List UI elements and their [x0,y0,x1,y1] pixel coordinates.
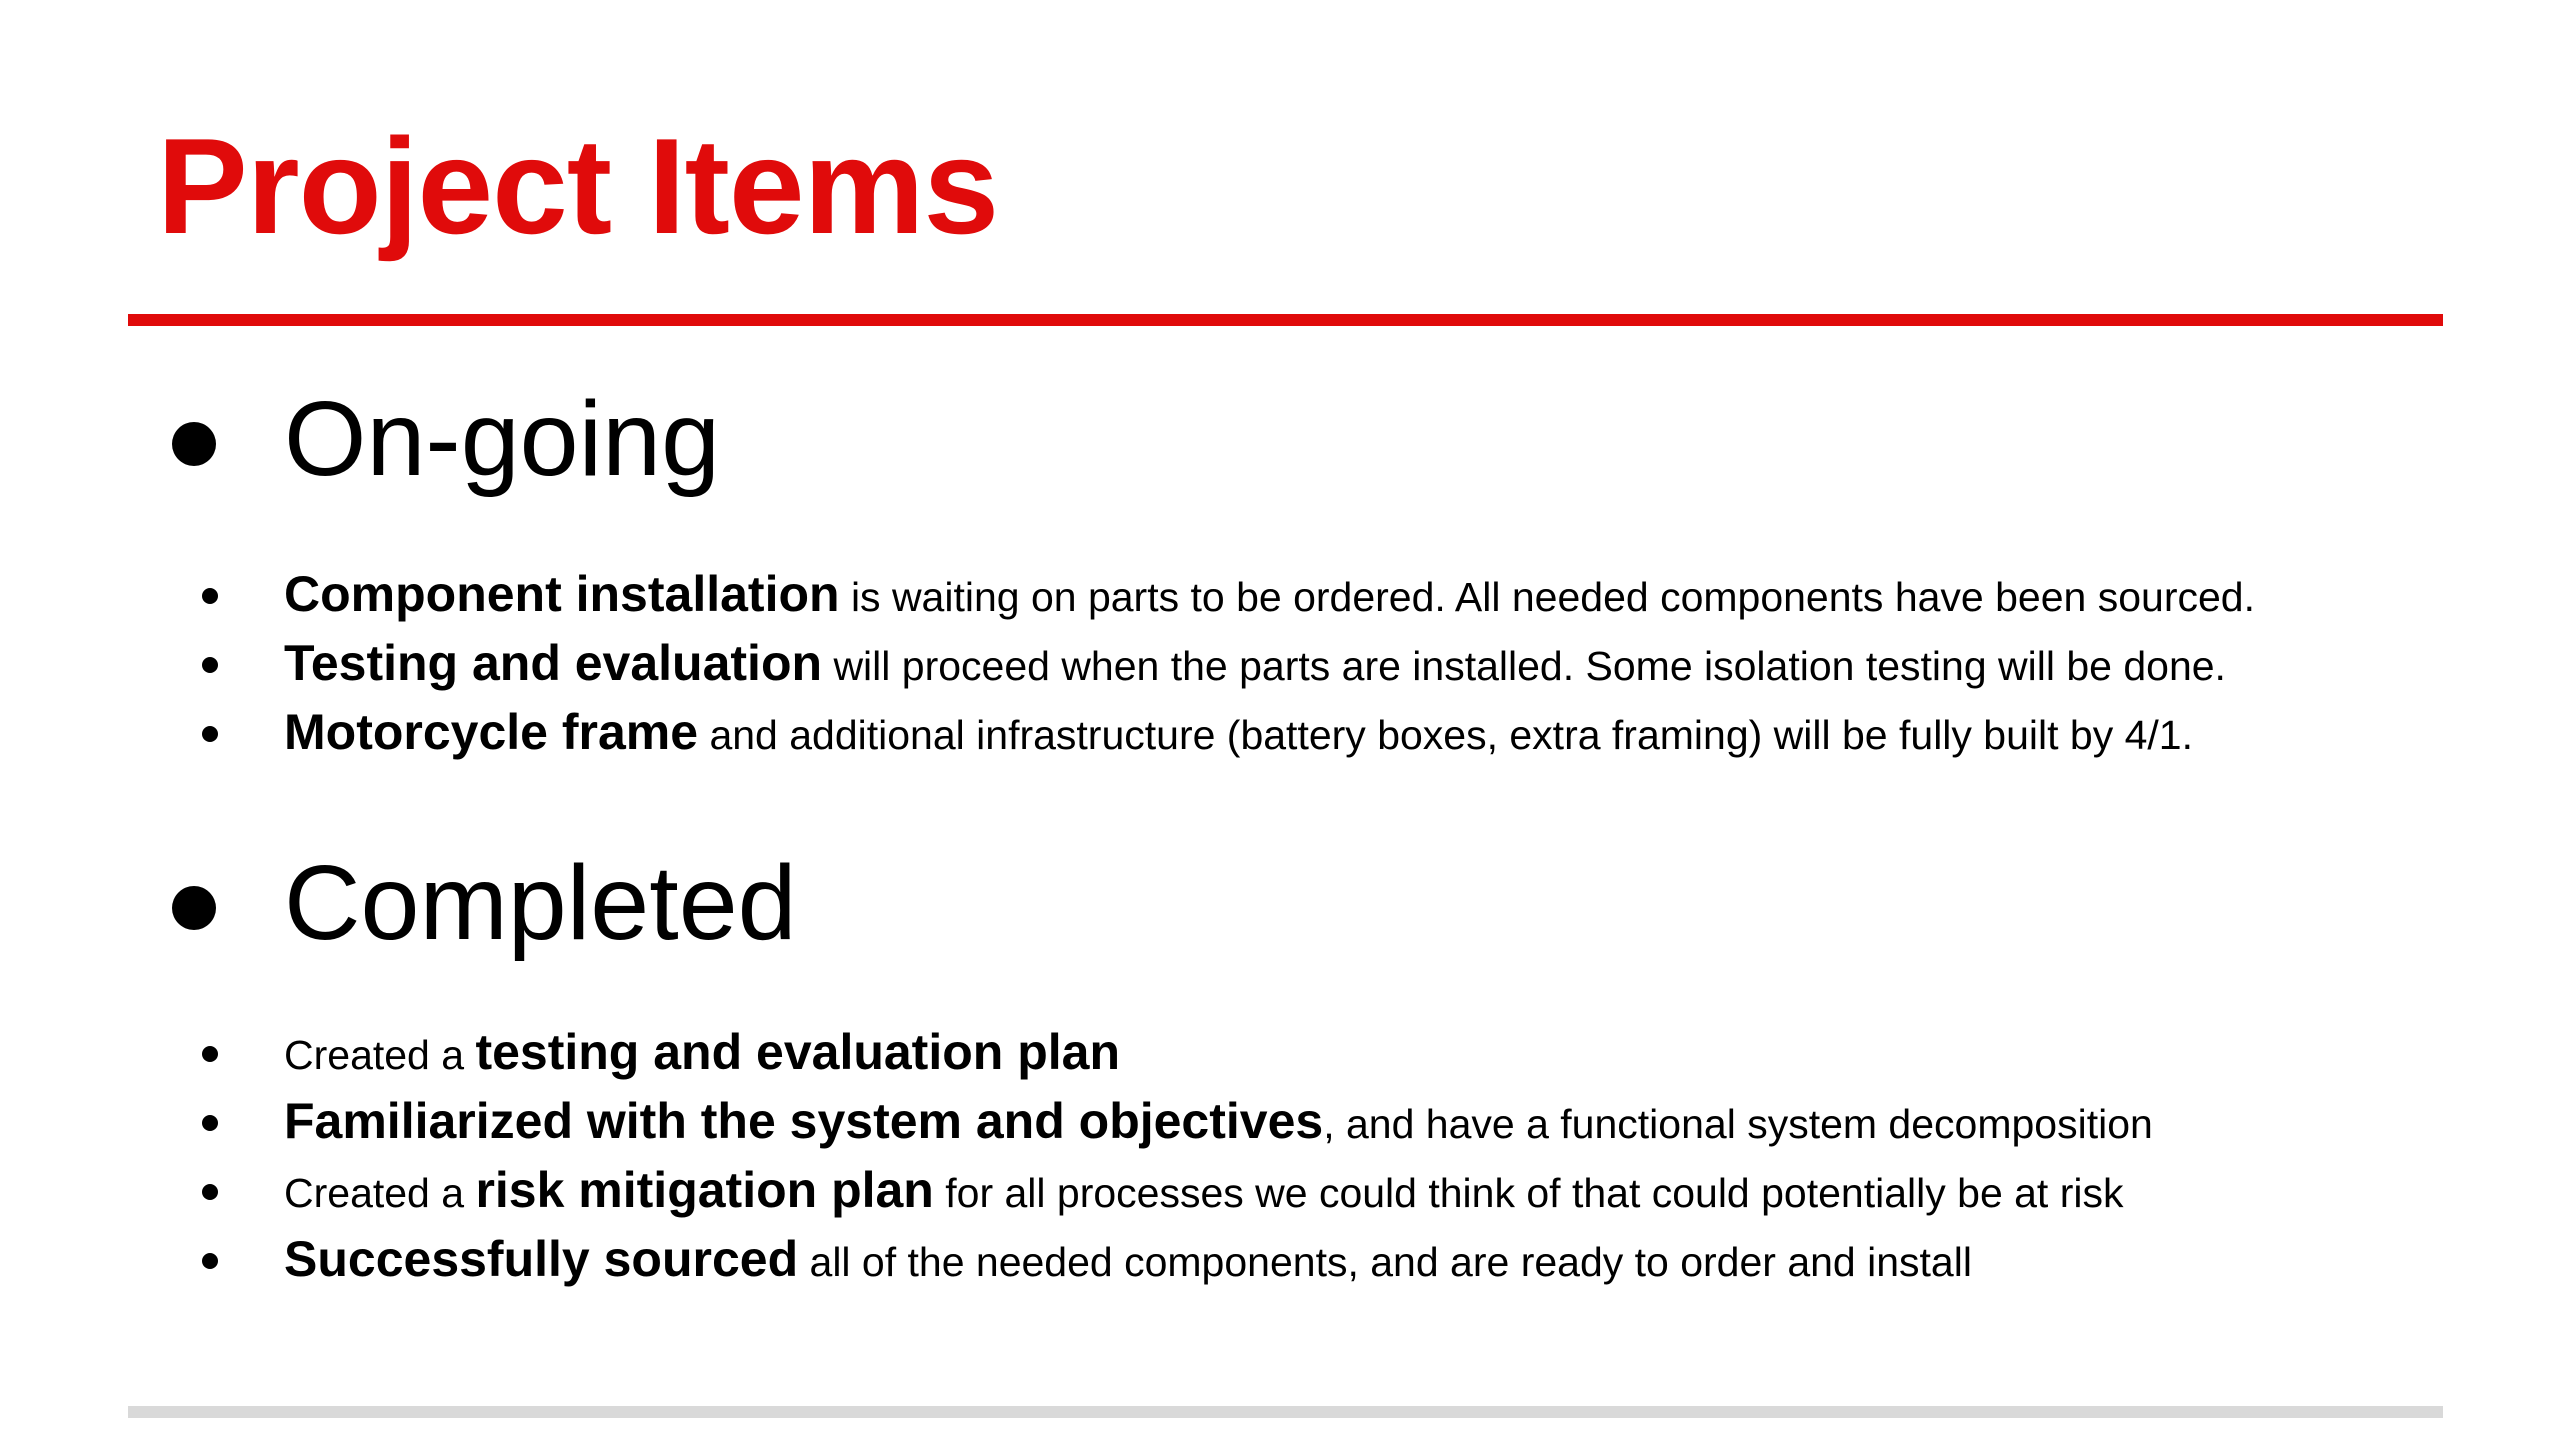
list-item-bold: Component installation [284,566,840,622]
section-ongoing-label: On-going [284,380,721,498]
bullet-icon [202,657,218,673]
list-item-text [284,629,2226,701]
list-item-text [284,1156,2123,1228]
list-item-text [284,1018,1120,1090]
list-item-rest: and additional infrastructure (battery boxes, extra framing) will be fully built by 4/1. [698,712,2193,758]
bullet-icon [202,1046,218,1062]
bullet-icon [202,588,218,604]
list-item-rest: for all processes we could think of that could potentially be at risk [933,1170,2124,1216]
ongoing-list [0,560,2560,767]
list-item [0,1156,2560,1225]
list-item-text [284,560,2255,632]
list-item-text [284,1087,2153,1159]
slide-title: Project Items [157,110,999,262]
bullet-icon [202,1253,218,1269]
list-item [0,1087,2560,1156]
section-ongoing-heading [0,382,2560,502]
list-item-bold: Familiarized with the system and objectives [284,1093,1324,1149]
list-item-rest: will proceed when the parts are installed. Some isolation testing will be done. [822,643,2226,689]
bullet-icon [202,726,218,742]
list-item-rest: , and have a functional system decomposition [1323,1101,2153,1147]
list-item-bold: Testing and evaluation [284,635,823,691]
list-item [0,698,2560,767]
list-item [0,629,2560,698]
bullet-icon [202,1184,218,1200]
list-item [0,1018,2560,1087]
bullet-icon [202,1115,218,1131]
completed-list [0,1018,2560,1294]
list-item-text [284,698,2193,770]
list-item-bold: testing and evaluation plan [475,1024,1120,1080]
list-item-pre: Created a [284,1170,476,1216]
list-item-rest: is waiting on parts to be ordered. All needed components have been sourced. [839,574,2255,620]
list-item-text [284,1225,1972,1297]
footer-divider [128,1406,2443,1418]
list-item [0,560,2560,629]
section-bullet-icon [172,886,216,930]
list-item-bold: Motorcycle frame [284,704,699,760]
section-completed-heading [0,846,2560,966]
list-item-bold: Successfully sourced [284,1231,799,1287]
list-item-pre: Created a [284,1032,476,1078]
section-bullet-icon [172,422,216,466]
title-divider [128,314,2443,326]
section-completed-label: Completed [284,844,797,962]
list-item-rest: all of the needed components, and are ready to order and install [798,1239,1972,1285]
list-item-bold: risk mitigation plan [475,1162,934,1218]
list-item [0,1225,2560,1294]
